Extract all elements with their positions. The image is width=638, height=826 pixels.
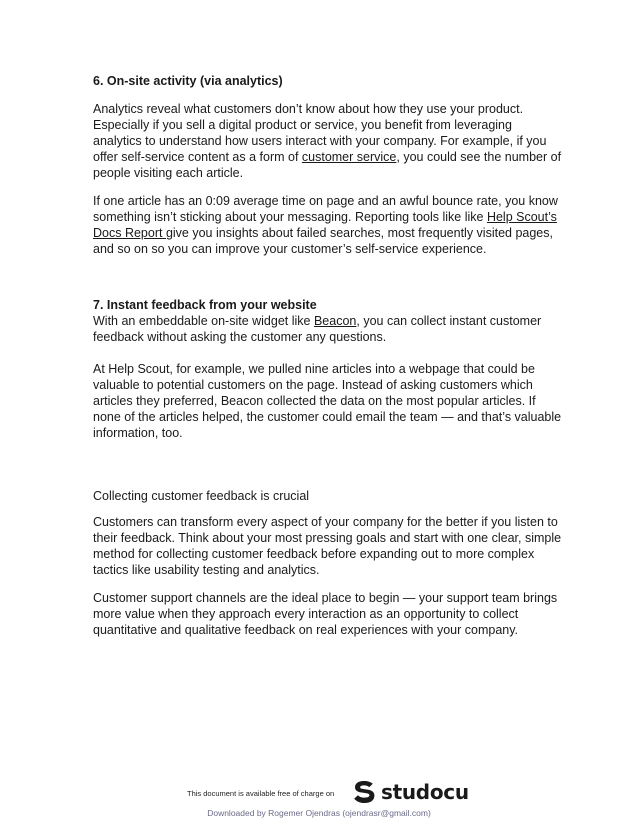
conclusion-paragraph-1 xyxy=(93,514,563,578)
paragraph-text: , you could see the number of people visiting each article. xyxy=(93,150,562,180)
conclusion-heading-block xyxy=(93,488,563,504)
footer-downloaded-by: Downloaded by Rogemer Ojendras (ojendrasr@gmail.com) xyxy=(207,808,431,818)
studocu-logo-text: studocu xyxy=(381,780,469,804)
section-7 xyxy=(93,297,563,345)
docs-report-link[interactable]: Help Scout’s Docs Report xyxy=(93,210,557,240)
section-6 xyxy=(93,73,563,89)
studocu-logo[interactable] xyxy=(351,779,469,805)
section-7-paragraph-2 xyxy=(93,361,563,441)
section-6-paragraph-2 xyxy=(93,193,563,257)
paragraph-text: give you insights about failed searches, most frequently visited pages, and so on so you can improve your customer’s self-service experience. xyxy=(93,226,553,256)
section-7-heading: 7. Instant feedback from your website xyxy=(93,298,317,312)
customer-service-link[interactable]: customer service xyxy=(301,150,397,164)
paragraph-text: Analytics reveal what customers don’t know about how they use your product. Especially if you sell a digital product or service, you benefit from leveraging analytics to understand how users interact with your company. For example, if you offer self-service content as a form of xyxy=(93,102,547,164)
paragraph-text: Customers can transform every aspect of your company for the better if you listen to their feedback. Think about your most pressing goals and start with one clear, simple method for collecting customer feedback before expanding out to more complex tactics like usability testing and analytics. xyxy=(93,515,562,577)
paragraph-text: At Help Scout, for example, we pulled nine articles into a webpage that could be valuable to potential customers on the page. Instead of asking customers which articles they preferred, Beacon collected the data on the most popular articles. If none of the articles helped, the customer could email the team — and that’s valuable information, too. xyxy=(93,362,562,440)
conclusion-heading: Collecting customer feedback is crucial xyxy=(93,489,310,503)
paragraph-text: If one article has an 0:09 average time on page and an awful bounce rate, you know something isn’t sticking about your messaging. Reporting tools like like xyxy=(93,194,558,224)
beacon-link[interactable]: Beacon xyxy=(313,314,357,328)
paragraph-text: With an embeddable on-site widget like xyxy=(93,314,314,328)
footer-availability-text: This document is available free of charge on xyxy=(187,789,335,798)
section-6-paragraph-1 xyxy=(93,101,563,181)
section-6-heading: 6. On-site activity (via analytics) xyxy=(93,74,283,88)
paragraph-text: Customer support channels are the ideal place to begin — your support team brings more value when they approach every interaction as an opportunity to collect quantitative and qualitative feedback on real experiences with your company. xyxy=(93,591,558,637)
studocu-logo-icon xyxy=(351,779,377,805)
paragraph-text: , you can collect instant customer feedback without asking the customer any questions. xyxy=(93,314,542,344)
conclusion-paragraph-2 xyxy=(93,590,565,638)
